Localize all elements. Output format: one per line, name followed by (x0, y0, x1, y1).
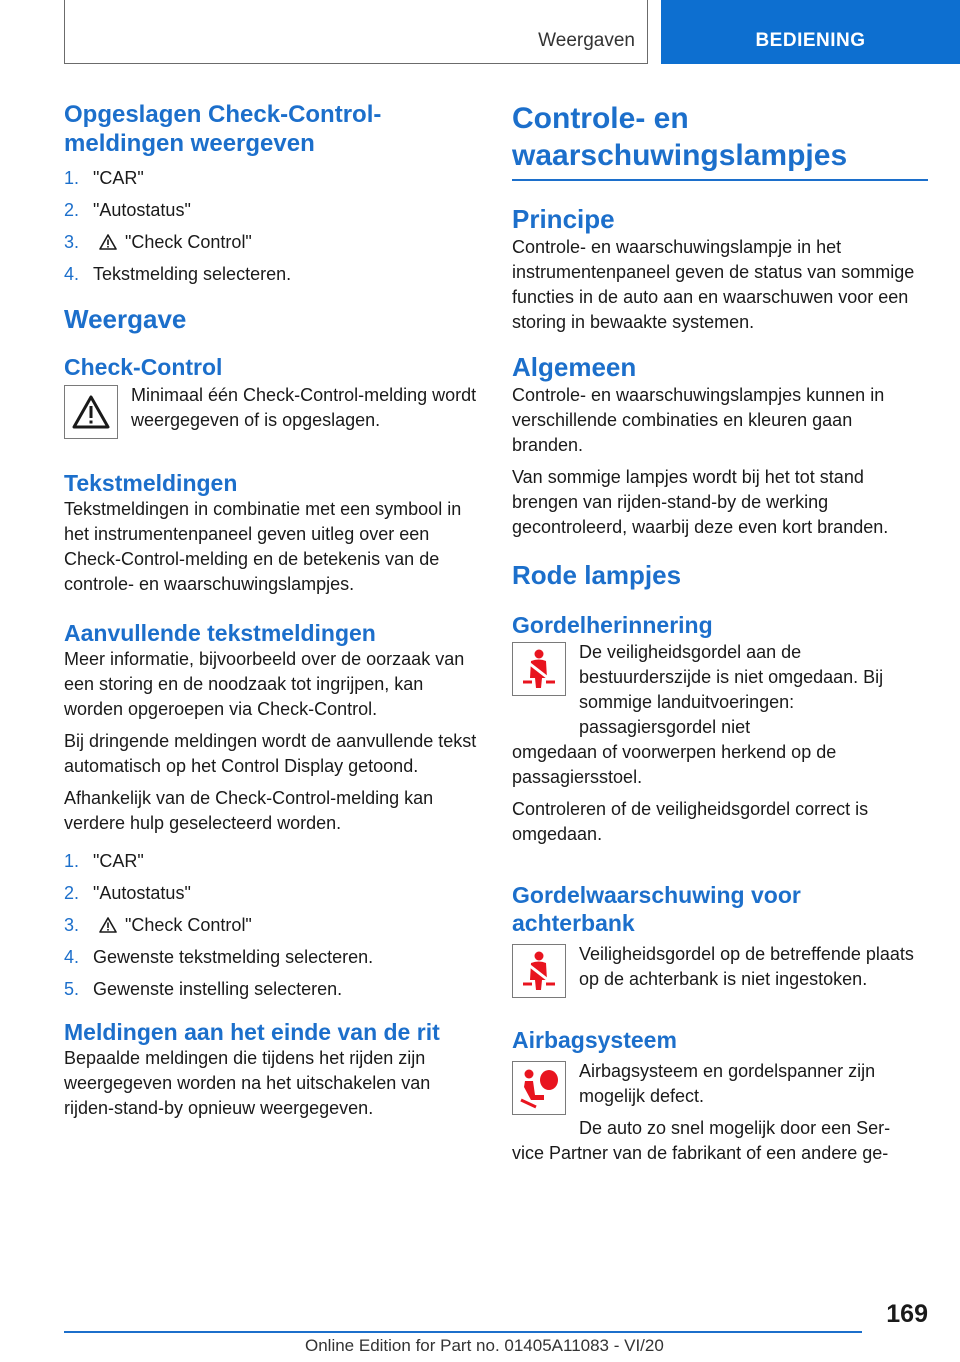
principe-heading: Principe (512, 203, 615, 234)
step-item (64, 262, 480, 287)
step-number: 2. (64, 883, 80, 903)
warning-triangle-icon (99, 915, 117, 931)
header-section-box (64, 0, 648, 64)
right-column (512, 100, 928, 1166)
footer-edition: Online Edition for Part no. 01405A11083 - VI/20 (305, 1336, 664, 1355)
step-number: 5. (64, 979, 80, 999)
algemeen-p2: Van sommige lampjes wordt bij het tot stand brengen van rijden-stand-by de werking gecontroleerd, waarbij deze even kort branden. (512, 466, 889, 537)
gordelwaarschuwing-row (512, 942, 928, 992)
step-item (64, 230, 480, 255)
step-item (64, 977, 480, 1002)
algemeen-heading: Algemeen (512, 351, 637, 382)
gordelherinnering-row (512, 640, 928, 740)
gordelwaarschuwing-heading: Gordelwaarschuwing voor achterbank (512, 881, 801, 936)
step-number: 1. (64, 851, 80, 871)
step-text: "CAR" (93, 168, 144, 188)
step-number: 4. (64, 264, 80, 284)
tekstmeldingen-heading: Tekstmeldingen (64, 470, 238, 496)
steps-list-1 (64, 166, 480, 287)
gordelwaarschuwing-text: Veiligheidsgordel op de betreffende plaats op de achterbank is niet ingestoken. (579, 943, 914, 989)
aanvullende-p1: Meer informatie, bijvoorbeeld over de oorzaak van een storing en de noodzaak tot ingrijpen, kan worden opgeroepen via Check-Control. (64, 649, 465, 719)
step-item (64, 198, 480, 223)
gordelherinnering-text-b: omgedaan of voorwerpen herkend op de passagiersstoel. (512, 741, 837, 787)
header-chapter-title: BEDIENING (755, 30, 866, 51)
algemeen-p1: Controle- en waarschuwingslampjes kunnen in verschillende combinaties en kleuren gaan branden. (512, 384, 885, 455)
check-control-heading: Check-Control (64, 354, 223, 380)
gordelherinnering-heading: Gordelherinnering (512, 611, 713, 638)
aanvullende-p3: Afhankelijk van de Check-Control-melding kan verdere hulp geselecteerd worden. (64, 788, 434, 833)
weergave-heading: Weergave (64, 304, 187, 334)
step-text: "CAR" (93, 851, 144, 871)
airbagsysteem-p2b: vice Partner van de fabrikant of een andere ge- (512, 1142, 889, 1163)
rear-seatbelt-warning-icon (512, 944, 566, 998)
step-text: Gewenste tekstmelding selecteren. (93, 947, 374, 967)
step-item (64, 913, 480, 938)
steps-list-2 (64, 849, 480, 1002)
step-text: Gewenste instelling selecteren. (93, 979, 343, 999)
step-number: 1. (64, 168, 80, 188)
gordelherinnering-p2: Controleren of de veiligheidsgordel correct is omgedaan. (512, 798, 869, 844)
meldingen-einde-heading: Meldingen aan het einde van de rit (64, 1019, 440, 1045)
rode-lampjes-heading: Rode lampjes (512, 559, 682, 590)
airbagsysteem-row (512, 1059, 928, 1141)
step-text: "Check Control" (125, 915, 252, 935)
aanvullende-p2: Bij dringende meldingen wordt de aanvullende tekst automatisch op het Control Display getoond. (64, 731, 477, 776)
principe-text: Controle- en waarschuwingslampje in het instrumentenpaneel geven de status van sommige functies in de auto aan en waarschuwen voor een storing in bewaakte systemen. (512, 236, 915, 332)
check-control-text: Minimaal één Check-Control-melding wordt weergegeven of is opgeslagen. (131, 385, 477, 430)
gordelherinnering-text-a: De veiligheidsgordel aan de bestuurderszijde is niet omgedaan. Bij sommige landuitvoeringen: passagiersgordel niet (579, 641, 884, 737)
step-item (64, 945, 480, 970)
step-text: Tekstmelding selecteren. (93, 264, 292, 284)
opgeslagen-heading: Opgeslagen Check-Control-meldingen weergeven (64, 101, 382, 157)
step-item (64, 849, 480, 874)
footer-rule (64, 1331, 862, 1333)
heading-rule (512, 179, 928, 181)
left-column (64, 100, 480, 1121)
page-number: 169 (886, 1300, 928, 1328)
airbag-warning-icon (512, 1061, 566, 1115)
header-section-title: Weergaven (538, 30, 635, 51)
airbagsysteem-p1: Airbagsysteem en gordelspanner zijn mogelijk defect. (579, 1060, 876, 1106)
aanvullende-heading: Aanvullende tekstmeldingen (64, 620, 376, 646)
warning-triangle-icon (64, 385, 118, 439)
step-item (64, 166, 480, 191)
step-number: 3. (64, 915, 80, 935)
airbagsysteem-heading: Airbagsysteem (512, 1026, 677, 1053)
tekstmeldingen-text: Tekstmeldingen in combinatie met een symbool in het instrumentenpaneel geven uitleg over een Check-Control-melding en de betekenis van de controle- en waarschuwingslampjes. (64, 499, 462, 594)
warning-triangle-icon (99, 232, 117, 248)
header-chapter-tab (661, 0, 960, 64)
step-number: 2. (64, 200, 80, 220)
step-text: "Check Control" (125, 232, 252, 252)
step-number: 3. (64, 232, 80, 252)
controle-main-heading: Controle- en waarschuwingslampjes (512, 102, 848, 172)
seatbelt-warning-icon (512, 642, 566, 696)
meldingen-einde-text: Bepaalde meldingen die tijdens het rijden zijn weergegeven worden na het uitschakelen van rijden-stand-by opnieuw weergegeven. (64, 1048, 431, 1118)
step-text: "Autostatus" (93, 883, 191, 903)
step-text: "Autostatus" (93, 200, 191, 220)
step-item (64, 881, 480, 906)
check-control-row (64, 383, 480, 433)
airbagsysteem-p2a: De auto zo snel mogelijk door een Ser- (579, 1117, 891, 1138)
step-number: 4. (64, 947, 80, 967)
